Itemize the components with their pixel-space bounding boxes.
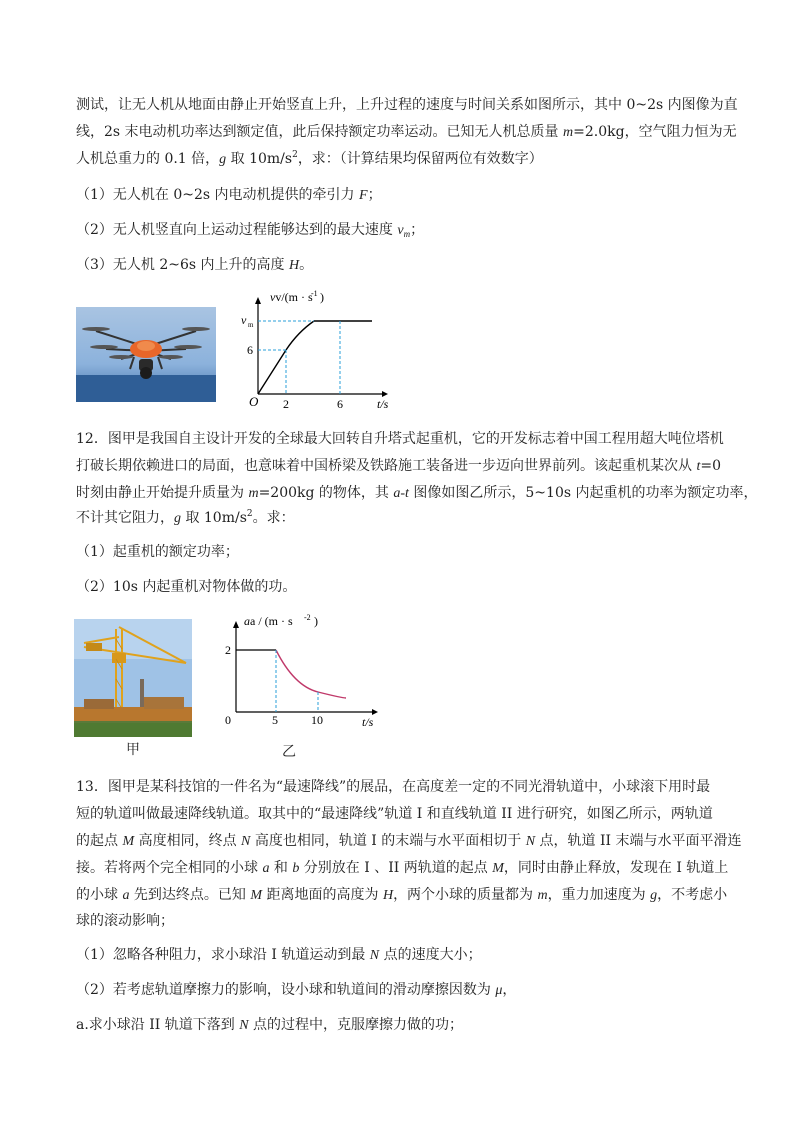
- graph1-y-tick-6: 6: [247, 343, 253, 357]
- velocity-time-graph: [232, 288, 392, 416]
- graph1-x-tick-6: 6: [337, 397, 343, 411]
- graph2-ylabel-end: ): [314, 614, 318, 628]
- q11-line-3: 人机总重力的 0.1 倍，g 取 $10m/s^2$，求：（计算结果均保留两位有效数字）: [76, 150, 543, 167]
- q11-line-1: 测试，让无人机从地面由静止开始竖直上升，上升过程的速度与时间关系如图所示，其中 0~2s 内图像为直: [76, 97, 738, 113]
- crane-photo: [74, 619, 192, 737]
- q13-line-3: 的起点 M 高度相同，终点 N 高度也相同，轨道 I 的末端与水平面相切于 N 点，轨道 II 末端与水平面平滑连: [76, 833, 742, 849]
- graph1-plot: [255, 297, 388, 397]
- q13-subquestion-2: （2）若考虑轨道摩擦力的影响，设小球和轨道间的滑动摩擦因数为 μ，: [76, 982, 517, 998]
- q11-subquestion-1: （1）无人机在 0~2s 内电动机提供的牵引力 F；: [76, 187, 382, 203]
- q12-subquestion-1: （1）起重机的额定功率；: [76, 544, 239, 560]
- graph1-vm-label: v: [241, 313, 247, 327]
- q12-subquestion-2: （2）10s 内起重机对物体做的功。: [76, 579, 297, 595]
- q12-line-4: 不计其它阻力，g 取 $10m/s^2$。求：: [76, 509, 295, 526]
- graph1-y-arrow: [255, 297, 261, 304]
- q13-line-5: 的小球 a 先到达终点。已知 M 距离地面的高度为 H，两个小球的质量都为 m，重力加速度为 g，不考虑小: [76, 887, 728, 903]
- graph2-origin: 0: [225, 713, 231, 727]
- graph2-decay-curve: [276, 650, 346, 698]
- graph2-x-tick-10: 10: [311, 713, 323, 727]
- graph1-origin: O: [249, 394, 259, 409]
- graph2-ylabel: aa / (m · s: [244, 614, 293, 628]
- q11-line-2: 线，2s 末电动机功率达到额定值，此后保持额定功率运动。已知无人机总质量 m=2.0kg，空气阻力恒为无: [76, 124, 737, 140]
- q13-line-4: 接。若将两个完全相同的小球 a 和 b 分别放在 I 、II 两轨道的起点 M，同时由静止释放，发现在 I 轨道上: [76, 860, 729, 876]
- q12-line-1: 12．图甲是我国自主设计开发的全球最大回转自升塔式起重机，它的开发标志着中国工程用超大吨位塔机: [76, 431, 724, 447]
- caption-jia: 甲: [126, 742, 140, 758]
- graph2-y-tick-2: 2: [225, 643, 231, 657]
- graph2-xlabel: t/s: [362, 715, 374, 729]
- graph2-plot: [233, 621, 378, 715]
- graph2-x-tick-5: 5: [272, 713, 278, 727]
- graph2-ylabel-exp: -2: [304, 613, 311, 622]
- graph1-x-tick-2: 2: [283, 397, 289, 411]
- drone-photo: [76, 307, 216, 402]
- graph1-ylabel-end: ): [320, 290, 324, 304]
- graph1-ylabel-exp: -1: [311, 289, 318, 298]
- q13-line-6: 球的滚动影响；: [76, 913, 174, 929]
- graph1-velocity-curve: [258, 321, 372, 394]
- q12-line-2: 打破长期依赖进口的局面，也意味着中国桥梁及铁路施工装备进一步迈向世界前列。该起重机某次从 t=0: [76, 458, 721, 474]
- q12-line-3: 时刻由静止开始提升质量为 m=200kg 的物体，其 a-t 图像如图乙所示，5~10s 内起重机的功率为额定功率，: [76, 485, 758, 501]
- graph2-y-arrow: [233, 621, 239, 628]
- acceleration-time-graph: [206, 612, 386, 734]
- graph1-ylabel: vv/(m · s: [270, 290, 313, 304]
- caption-yi: 乙: [282, 744, 296, 760]
- q13-subquestion-a: a.求小球沿 II 轨道下落到 N 点的过程中，克服摩擦力做的功；: [76, 1017, 464, 1033]
- q13-line-1: 13．图甲是某科技馆的一件名为“最速降线”的展品，在高度差一定的不同光滑轨道中，小球滚下用时最: [76, 779, 711, 795]
- q11-subquestion-2: （2）无人机竖直向上运动过程能够达到的最大速度 $v_m$；: [76, 222, 425, 239]
- q13-subquestion-1: （1）忽略各种阻力，求小球沿 I 轨道运动到最 N 点的速度大小；: [76, 947, 482, 963]
- graph1-xlabel: t/s: [377, 397, 389, 411]
- q13-line-2: 短的轨道叫做最速降线轨道。取其中的“最速降线”轨道 I 和直线轨道 II 进行研究，如图乙所示，两轨道: [76, 806, 713, 822]
- graph1-vm-sub: m: [248, 321, 254, 329]
- q11-subquestion-3: （3）无人机 2~6s 内上升的高度 H。: [76, 257, 314, 273]
